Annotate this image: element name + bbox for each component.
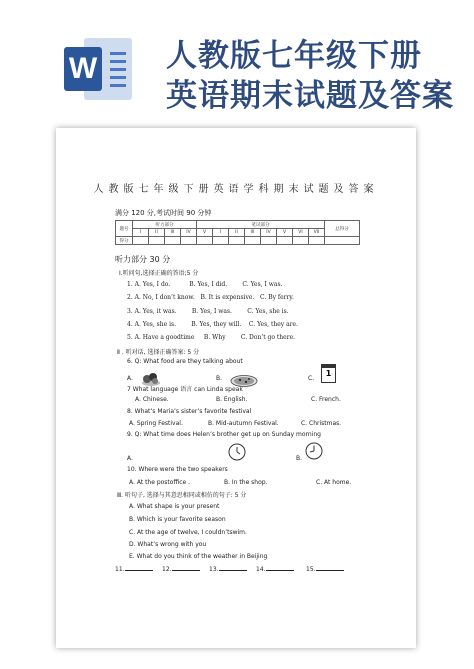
table-group-written: 笔试部分 [197,221,325,229]
part1-title: Ⅰ.听问句,选择正确的答语;5 分 [119,270,199,277]
score-line: 满分 120 分,考试时间 90 分钟 [115,209,212,217]
answer-blank[interactable]: 13. [209,566,247,573]
banner-title-line1: 人教版七年级下册 [166,38,422,74]
part1-line: 3. A. Yes, it was. B. Yes, I was. C. Yes, she is. [127,308,289,315]
part1-line: 1. A. Yes, I do. B. Yes, I did. C. Yes, I was. [127,281,283,288]
part3-title: Ⅲ. 听句子, 选择与其意思相同或相仿的句子: 5 分 [117,492,247,499]
word-document-icon [64,38,132,100]
banner [0,0,474,118]
table-total: 总得分 [325,221,360,237]
q10-text: 10. Where were the two speakers [127,466,228,473]
table-header-qnum: 题号 [116,221,133,237]
document-title: 人教版七年级下册英语学科期末试题及答案 [93,184,379,195]
score-table: 题号 听力部分 笔试部分 总得分 I II III IV V I II III IV V VI VII 得分 [115,220,360,245]
document-page: 人教版七年级下册英语学科期末试题及答案 满分 120 分,考试时间 90 分钟 题号 听力部分 笔试部分 总得分 I II III IV V I II III IV V VI VII 得分 听力部分 30 分 Ⅰ.听问句,选择正确的答语;5 分 1. A. Yes, I do. B. Yes, I did. C. Yes, I was. 2. A. No, I don’t know. B. It is expensive. C. By ferry. 3. A. Yes, it was. B. Yes, I was. C. Yes, she is. 4. A. Yes, she is. B. Yes, they will. C. Yes, they are. 5. A. Have a goodtime B. Why C. Don’t go there. Ⅱ . 听对话, 选择正确答案: 5 分 6. Q: What food are they talking about A. B. C. 1 7 What language 语言 can Linda speak A. Chinese. B. English. C. French. 8. What’s Maria’s sister’s favorite festival A. Spring Festival. B. Mid-autumn Festival. C. Christmas. 9. Q: What time does Helen’s brother get up on Sunday morning A. B. 10. Where were the two speakers A. At the postoffice . B. In the shop. C. At home. Ⅲ. 听句子, 选择与其意思相同或相仿的句子: 5 分 A. What shape is your present B. Which is your favorite season C. At the age of twelve, I couldn’tswim. D. What’s wrong with you E. What do you think of the weather in Beijing 11. 12. 13. 14. 15. [56,128,416,648]
word-letter: W [64,47,102,91]
part1-line: 4. A. Yes, she is. B. Yes, they will. C. Yes, they are. [127,321,298,328]
table-score-label: 得分 [116,237,133,245]
part1-line: 5. A. Have a goodtime B. Why C. Don’t go there. [127,334,296,341]
clock-icon [305,442,323,460]
q7-text: 7 What language 语言 can Linda speak [127,386,243,393]
clock-icon [228,443,246,461]
answer-blank[interactable]: 11. [115,566,153,573]
answer-blank[interactable]: 12. [162,566,200,573]
answer-blank[interactable]: 14. [256,566,294,573]
part2-title: Ⅱ . 听对话, 选择正确答案: 5 分 [117,349,200,356]
q8-text: 8. What’s Maria’s sister’s favorite festival [127,408,252,415]
q6-text: 6. Q: What food are they talking about [127,358,243,365]
table-group-listening: 听力部分 [133,221,197,229]
banner-title-line2: 英语期末试题及答案 [166,78,454,114]
answer-blank[interactable]: 15. [306,566,344,573]
calendar-icon: 1 [321,364,336,383]
q9-text: 9. Q: What time does Helen’s brother get up on Sunday morning [127,431,321,438]
section-listening: 听力部分 30 分 [115,255,171,264]
part1-line: 2. A. No, I don’t know. B. It is expensive. C. By ferry. [127,294,294,301]
